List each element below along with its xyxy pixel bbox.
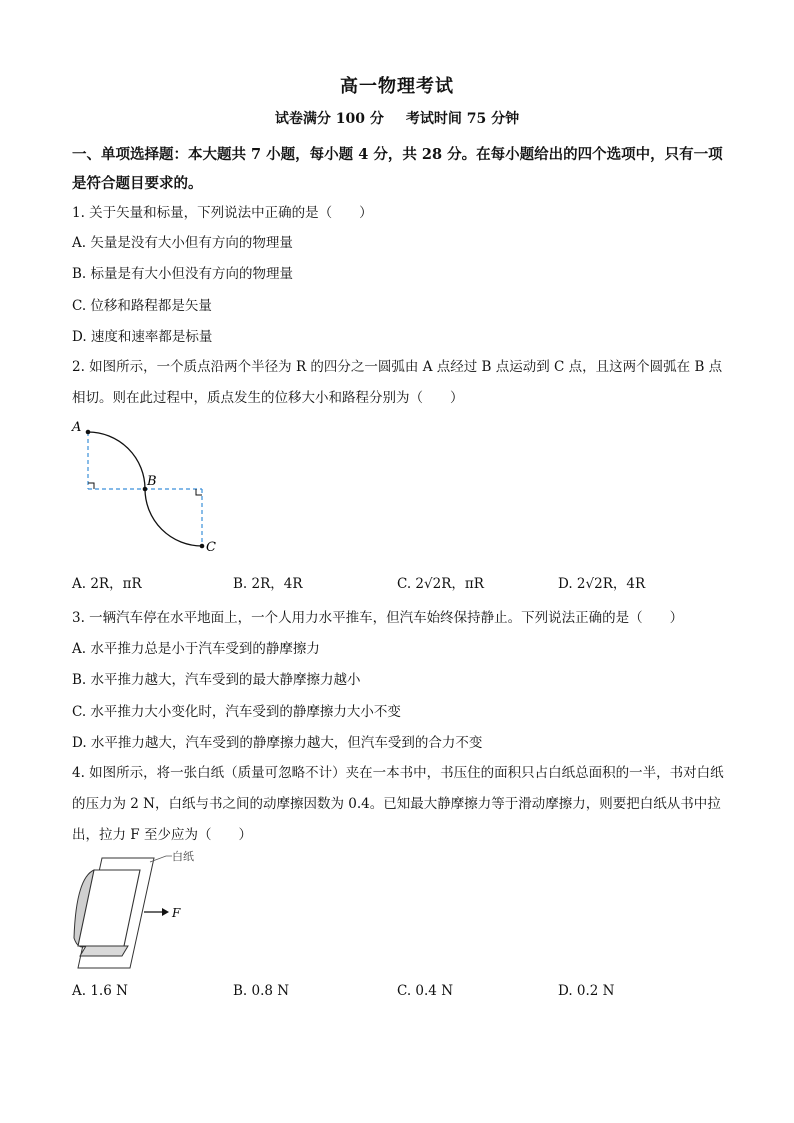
question-3-option-a: A. 水平推力总是小于汽车受到的静摩擦力 — [72, 641, 320, 657]
question-2-stem: 2. 如图所示，一个质点沿两个半径为 R 的四分之一圆弧由 A 点经过 B 点运动到 C 点，且这两个圆弧在 B 点相切。则在此过程中，质点发生的位移大小和路程分别为（ ） — [72, 359, 723, 406]
question-2-option-a: A. 2R，πR — [72, 576, 142, 592]
label-c: C — [206, 540, 216, 555]
book-bottom-cover — [80, 946, 128, 956]
label-force: F — [172, 906, 181, 920]
section-heading: 一、单项选择题：本大题共 7 小题，每小题 4 分，共 28 分。在每小题给出的四个选项中，只有一项是符合题目要求的。 — [72, 146, 723, 192]
label-b: B — [147, 474, 157, 489]
question-2-arc-figure — [66, 414, 226, 560]
question-3-option-c: C. 水平推力大小变化时，汽车受到的静摩擦力大小不变 — [72, 704, 401, 720]
question-2-option-b: B. 2R，4R — [233, 576, 303, 592]
question-2-option-c: C. 2√2R，πR — [397, 576, 484, 592]
question-4-option-a: A. 1.6 N — [72, 983, 128, 999]
arc-a-to-b — [88, 432, 145, 489]
question-3-stem: 3. 一辆汽车停在水平地面上，一个人用力水平推车，但汽车始终保持静止。下列说法正确的是（ ） — [72, 610, 684, 626]
exam-title: 高一物理考试 — [340, 76, 454, 97]
right-angle-mark-right — [196, 489, 202, 495]
label-paper: 白纸 — [172, 850, 194, 863]
question-1-option-c: C. 位移和路程都是矢量 — [72, 298, 212, 314]
question-4-stem: 4. 如图所示，将一张白纸（质量可忽略不计）夹在一本书中，书压住的面积只占白纸总面积的一半，书对白纸的压力为 2 N，白纸与书之间的动摩擦因数为 0.4。已知最大静摩擦力等于滑动摩擦力，则要把白纸从书中拉出，拉力 F 至少应为（ ） — [72, 765, 724, 843]
question-1-option-d: D. 速度和速率都是标量 — [72, 329, 213, 345]
question-1-stem: 1. 关于矢量和标量，下列说法中正确的是（ ） — [72, 205, 373, 221]
full-score: 试卷满分 100 分 — [274, 111, 384, 127]
question-4-options — [72, 983, 732, 1005]
question-3-option-d: D. 水平推力越大，汽车受到的静摩擦力越大，但汽车受到的合力不变 — [72, 735, 483, 751]
question-4-option-c: C. 0.4 N — [397, 983, 454, 999]
question-4-book-figure — [68, 850, 208, 974]
force-arrow-head — [162, 908, 169, 916]
arc-b-to-c — [145, 489, 202, 546]
right-angle-mark-left — [88, 483, 94, 489]
question-1-option-a: A. 矢量是没有大小但有方向的物理量 — [72, 235, 293, 251]
question-2-options — [72, 572, 732, 594]
question-3-option-b: B. 水平推力越大，汽车受到的最大静摩擦力越小 — [72, 672, 361, 688]
point-a — [86, 430, 91, 435]
exam-duration: 考试时间 75 分钟 — [405, 111, 520, 127]
question-4-option-b: B. 0.8 N — [233, 983, 290, 999]
question-4-option-d: D. 0.2 N — [558, 983, 615, 999]
question-2-option-d: D. 2√2R，4R — [558, 576, 646, 592]
point-c — [200, 544, 205, 549]
question-1-option-b: B. 标量是有大小但没有方向的物理量 — [72, 266, 294, 282]
label-a: A — [72, 420, 82, 435]
exam-subtitle — [0, 108, 794, 128]
